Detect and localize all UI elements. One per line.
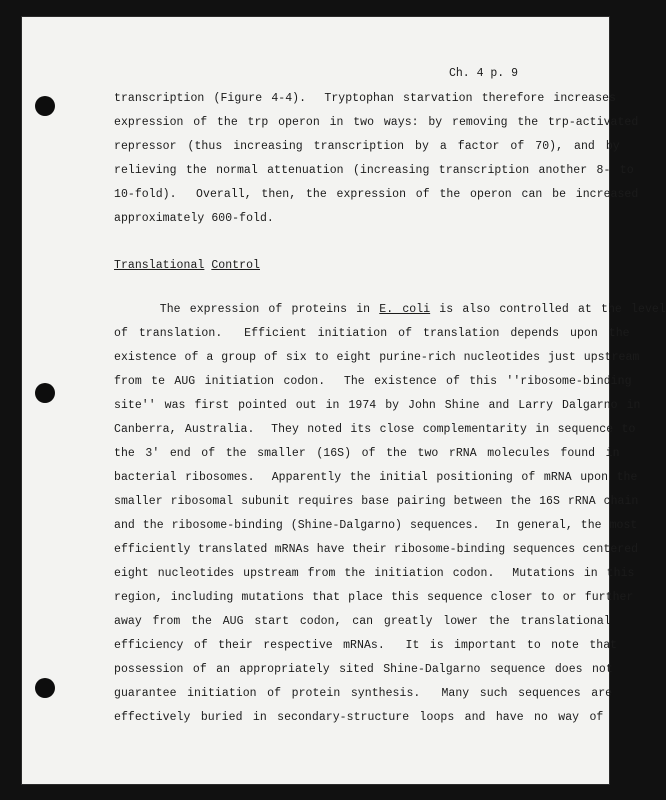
text-line: the 3' end of the smaller (16S) of the two rRNA molecules found in [114,447,620,460]
page-header: Ch. 4 p. 9 [449,67,519,80]
text-line: site'' was first pointed out in 1974 by John Shine and Larry Dalgarno in [114,399,641,412]
text-line: approximately 600-fold. [114,212,274,225]
text-line [114,303,666,316]
text-line: possession of an appropriately sited Shine-Dalgarno sequence does not [114,663,613,676]
text-line: region, including mutations that place this sequence closer to or further [114,591,634,604]
text-span: is also controlled at the level [430,303,666,316]
text-line: relieving the normal attenuation (increasing transcription another 8- to [114,164,634,177]
text-span: The expression of proteins in [114,303,380,316]
text-line: smaller ribosomal subunit requires base pairing between the 16S rRNA chain [114,495,639,508]
binder-hole-bottom [35,678,55,698]
text-line: guarantee initiation of protein synthesis. Many such sequences are [114,687,613,700]
text-line: efficiently translated mRNAs have their ribosome-binding sequences centered [114,543,639,556]
text-line: existence of a group of six to eight purine-rich nucleotides just upstream [114,351,640,364]
text-line: from te AUG initiation codon. The existence of this ''ribosome-binding [114,375,632,388]
text-line: bacterial ribosomes. Apparently the initial positioning of mRNA upon the [114,471,638,484]
binder-hole-top [35,96,55,116]
text-line: transcription (Figure 4-4). Tryptophan starvation therefore increases [114,92,616,105]
text-line: away from the AUG start codon, can greatly lower the translational [114,615,611,628]
text-line: effectively buried in secondary-structure loops and have no way of [114,711,604,724]
text-line: of translation. Efficient initiation of translation depends upon the [114,327,630,340]
text-line: efficiency of their respective mRNAs. It is important to note that [114,639,618,652]
text-line: expression of the trp operon in two ways: by removing the trp-activated [114,116,639,129]
binder-hole-middle [35,383,55,403]
section-heading [114,259,260,272]
species-name: E. coli [379,303,431,316]
section-heading-word: Control [211,259,260,272]
text-line: eight nucleotides upstream from the initiation codon. Mutations in this [114,567,635,580]
text-line: Canberra, Australia. They noted its close complementarity in sequence to [114,423,636,436]
text-line: repressor (thus increasing transcription by a factor of 70), and by [114,140,620,153]
text-line: and the ribosome-binding (Shine-Dalgarno) sequences. In general, the most [114,519,638,532]
section-heading-word: Translational [114,259,205,272]
text-line: 10-fold). Overall, then, the expression of the operon can be increased [114,188,639,201]
